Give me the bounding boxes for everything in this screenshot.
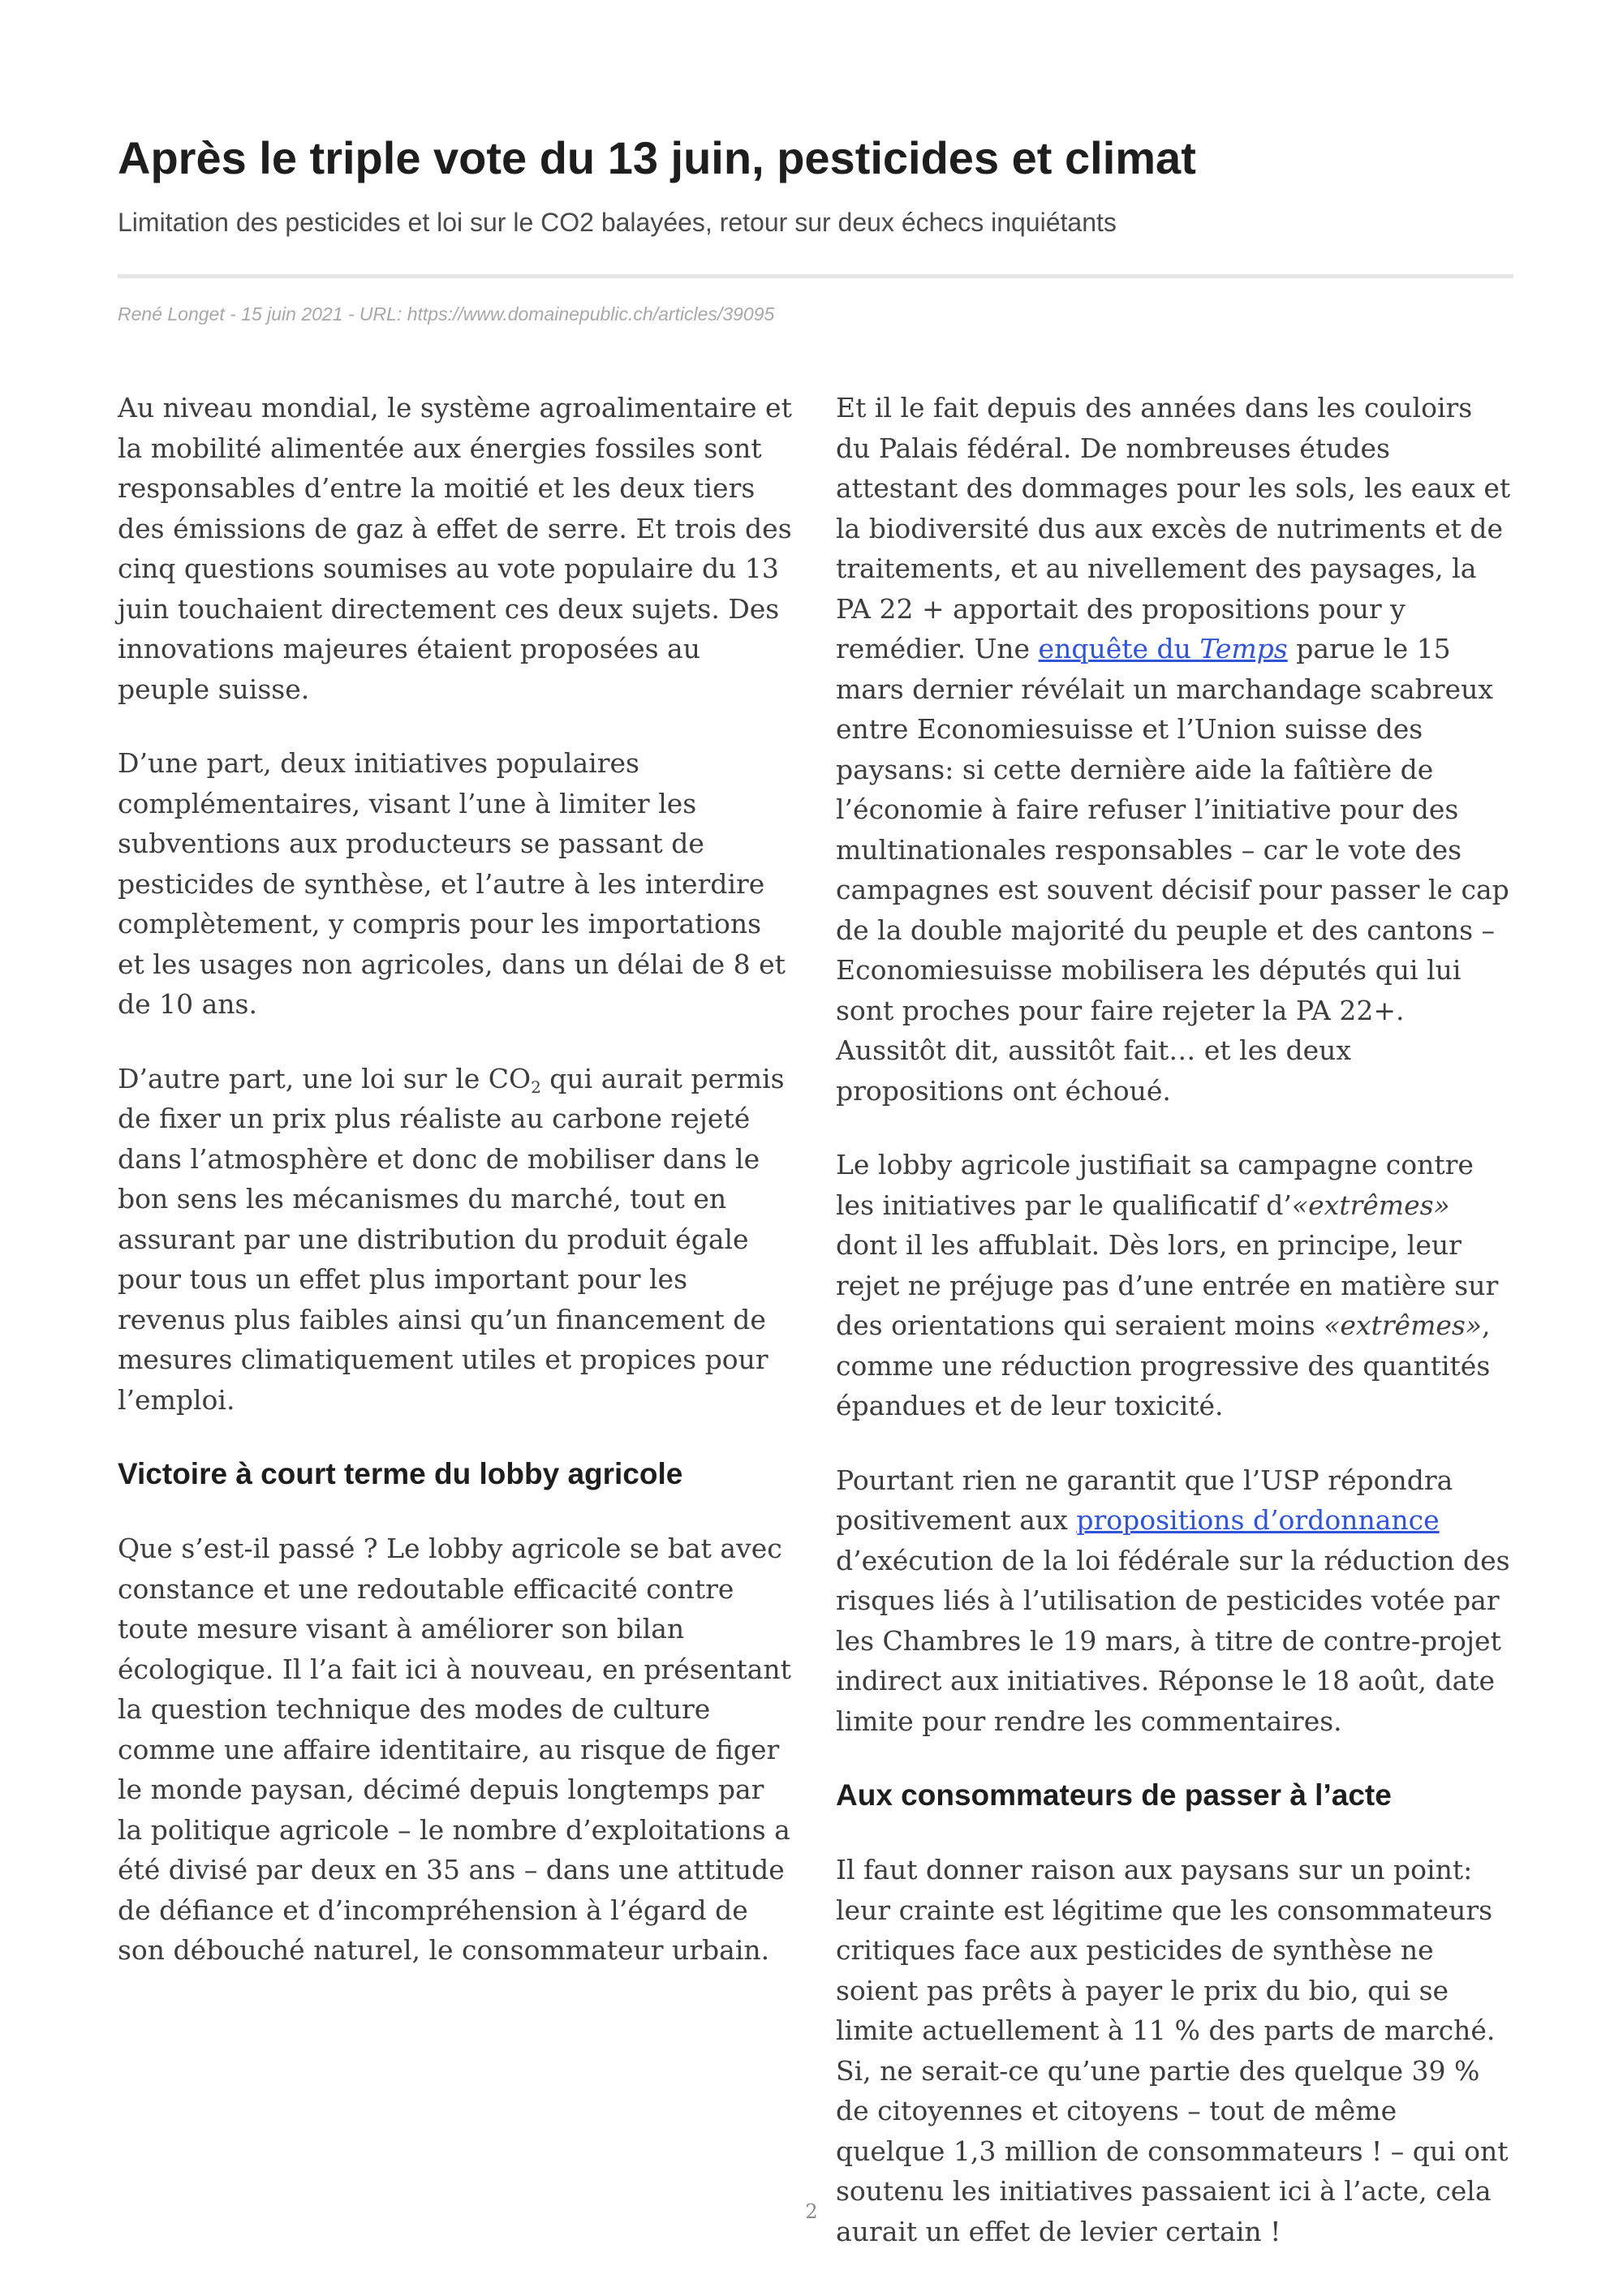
- left-column: [118, 388, 795, 2005]
- paragraph: D’une part, deux initiatives populaires complémentaires, visant l’une à limiter les subventions aux producteurs se passant de pesticides de synthèse, et l’autre à les interdire complètement, y compris pour les importations et les usages non agricoles, dans un délai de 8 et de 10 ans.: [118, 747, 786, 1020]
- paragraph: [836, 1460, 1513, 1742]
- article-subtitle: Limitation des pesticides et loi sur le CO2 balayées, retour sur deux échecs inquiétants: [118, 208, 1117, 237]
- page-number: 2: [805, 2200, 818, 2223]
- paragraph-text: qui aurait permis de fixer un prix plus réaliste au carbone rejeté dans l’atmosphère et donc de mobiliser dans le bon sens les mécanismes du marché, tout en assurant par une distribution du produit égale pour tous un effet plus important pour les revenus plus faibles ainsi qu’un financement de mesures climatiquement utiles et propices pour l’emploi.: [118, 1062, 785, 1416]
- paragraph-text: D’autre part, une loi sur le CO: [118, 1062, 532, 1094]
- paragraph-text: Le lobby agricole justifiait sa campagne contre les initiatives par le qualificatif d’: [836, 1149, 1474, 1221]
- section-heading: Aux consommateurs de passer à l’acte: [836, 1778, 1392, 1812]
- link-text-italic: Temps: [1199, 633, 1288, 664]
- header-divider: [118, 274, 1513, 278]
- emphasis: «extrêmes»: [1291, 1189, 1450, 1221]
- emphasis: «extrêmes»: [1324, 1309, 1483, 1341]
- paragraph-text: dont il les affublait. Dès lors, en principe, leur rejet ne préjuge pas d’une entrée en matière sur des orientations qui seraient moins: [836, 1229, 1499, 1341]
- article-meta: René Longet - 15 juin 2021 - URL: https://www.domainepublic.ch/articles/39095: [118, 303, 775, 325]
- paragraph: [836, 1145, 1513, 1426]
- paragraph: [118, 1059, 795, 1421]
- article-title: Après le triple vote du 13 juin, pesticides et climat: [118, 132, 1196, 183]
- paragraph: Que s’est-il passé ? Le lobby agricole se bat avec constance et une redoutable efficacité contre toute mesure visant à améliorer son bilan écologique. Il l’a fait ici à nouveau, en présentant la question technique des modes de culture comme une affaire identitaire, au risque de figer le monde paysan, décimé depuis longtemps par la politique agricole – le nombre d’exploitations a été divisé par deux en 35 ans – dans une attitude de défiance et d’incompréhension à l’égard de son débouché naturel, le consommateur urbain.: [118, 1533, 791, 1966]
- paragraph-text: parue le 15 mars dernier révélait un marchandage scabreux entre Economiesuisse et l’Union suisse des paysans: si cette dernière aide la faîtière de l’économie à faire refuser l’initiative pour des multinationales responsables – car le vote des campagnes est souvent décisif pour passer le cap de la double majorité du peuple et des cantons – Economiesuisse mobilisera les députés qui lui sont proches pour faire rejeter la PA 22+. Aussitôt dit, aussitôt fait… et les deux propositions ont échoué.: [836, 633, 1509, 1107]
- link-text: enquête du: [1038, 633, 1200, 664]
- enquete-temps-link[interactable]: [1039, 633, 1288, 664]
- paragraph: Au niveau mondial, le système agroalimentaire et la mobilité alimentée aux énergies fossiles sont responsables d’entre la moitié et les deux tiers des émissions de gaz à effet de serre. Et trois des cinq questions soumises au vote populaire du 13 juin touchaient directement ces deux sujets. Des innovations majeures étaient proposées au peuple suisse.: [118, 392, 792, 705]
- paragraph-text: Et il le fait depuis des années dans les couloirs du Palais fédéral. De nombreuses études attestant des dommages pour les sols, les eaux et la biodiversité dus aux excès de nutriments et de traitements, et au nivellement des paysages, la PA 22 + apportait des propositions pour y remédier. Une: [836, 392, 1511, 664]
- paragraph: Il faut donner raison aux paysans sur un point: leur crainte est légitime que les consommateurs critiques face aux pesticides de synthèse ne soient pas prêts à payer le prix du bio, qui se limite actuellement à 11 % des parts de marché. Si, ne serait-ce qu’une partie des quelque 39 % de citoyennes et citoyens – tout de même quelque 1,3 million de consommateurs ! – qui ont soutenu les initiatives passaient ici à l’acte, cela aurait un effet de levier certain !: [836, 1854, 1509, 2247]
- propositions-ordonnance-link[interactable]: propositions d’ordonnance: [1076, 1504, 1440, 1536]
- paragraph-text: d’exécution de la loi fédérale sur la réduction des risques liés à l’utilisation de pesticides votée par les Chambres le 19 mars, à titre de contre-projet indirect aux initiatives. Réponse le 18 août, date limite pour rendre les commentaires.: [836, 1544, 1510, 1737]
- right-column: [836, 388, 1513, 2285]
- paragraph: [836, 388, 1513, 1111]
- subscript: 2: [531, 1077, 541, 1097]
- paragraph-text: Pourtant rien ne garantit que l’USP répondra positivement aux: [836, 1464, 1453, 1536]
- paragraph-text: , comme une réduction progressive des quantités épandues et de leur toxicité.: [836, 1309, 1491, 1421]
- section-heading: Victoire à court terme du lobby agricole: [118, 1457, 683, 1490]
